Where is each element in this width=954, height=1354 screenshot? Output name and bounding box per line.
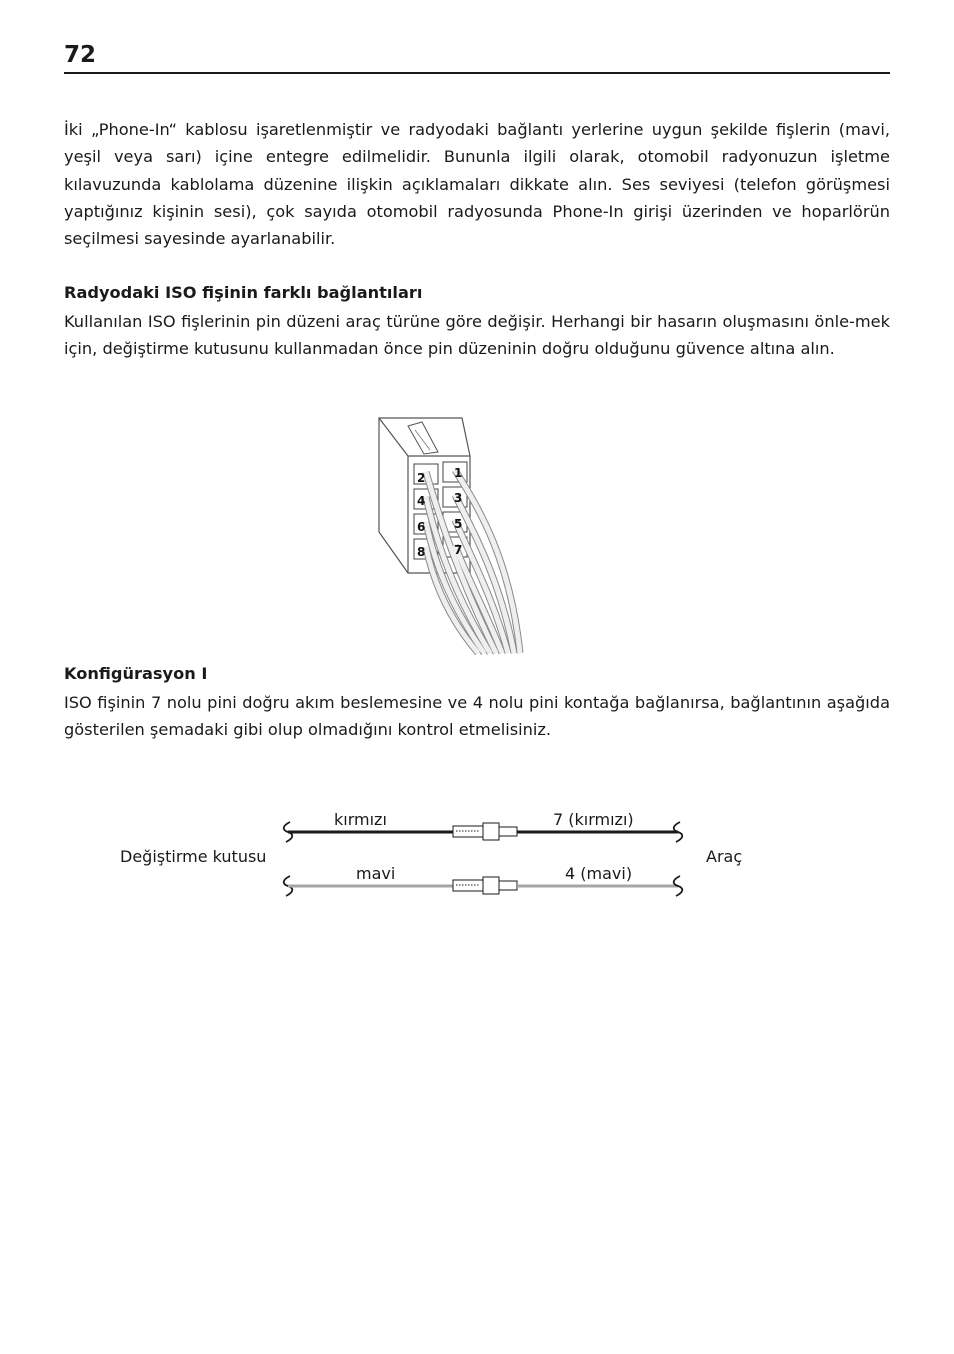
pin-label: 8 (417, 545, 426, 559)
wiring-lines (270, 812, 700, 908)
config-section-heading: Konfigürasyon I (64, 664, 208, 683)
pin-label: 4 (417, 494, 426, 508)
config-section-text: ISO fişinin 7 nolu pini doğru akım beslemesine ve 4 nolu pini kontağa bağlanırsa, bağlantının aşağıda gösterilen şemadaki gibi olup olmadığını kontrol etmelisiniz. (64, 693, 890, 740)
intro-paragraph: İki „Phone-In“ kablosu işaretlenmiştir ve radyodaki bağlantı yerlerine uygun şekilde fişlerin (mavi, yeşil veya sarı) içine entegre edilmelidir. Bununla ilgili olarak, otomobil radyonuzun işletme kılavuzunda kablolama düzenine ilişkin açıklamaları dikkate alın. Ses seviyesi (telefon görüşmesi yaptığınız kişinin sesi), çok sayıda otomobil radyosunda Phone-In girişi üzerinden ve hoparlörün seçilmesi sayesinde ayarlanabilir. (64, 120, 890, 249)
switch-box-label: Değiştirme kutusu (120, 847, 267, 866)
pin-label: 5 (454, 517, 463, 531)
wire1-left-label: kırmızı (334, 810, 387, 829)
iso-connector-illustration (370, 410, 540, 658)
pin-label: 6 (417, 520, 426, 534)
pin-label: 7 (454, 543, 463, 557)
vehicle-label: Araç (706, 847, 743, 866)
wire1-right-label: 7 (kırmızı) (553, 810, 634, 829)
pin-label: 3 (454, 491, 463, 505)
pin-label: 1 (454, 466, 463, 480)
wire2-right-label: 4 (mavi) (565, 864, 633, 883)
header-rule (64, 72, 890, 74)
pin-label: 2 (417, 471, 426, 485)
iso-section-text: Kullanılan ISO fişlerinin pin düzeni araç türüne göre değişir. Herhangi bir hasarın oluşmasını önle-mek için, değiştirme kutusunu kullanmadan önce pin düzeninin doğru olduğunu güvence altına alın. (64, 312, 890, 359)
iso-section-heading: Radyodaki ISO fişinin farklı bağlantıları (64, 283, 423, 302)
wire2-left-label: mavi (356, 864, 396, 883)
page-number: 72 (64, 42, 97, 68)
